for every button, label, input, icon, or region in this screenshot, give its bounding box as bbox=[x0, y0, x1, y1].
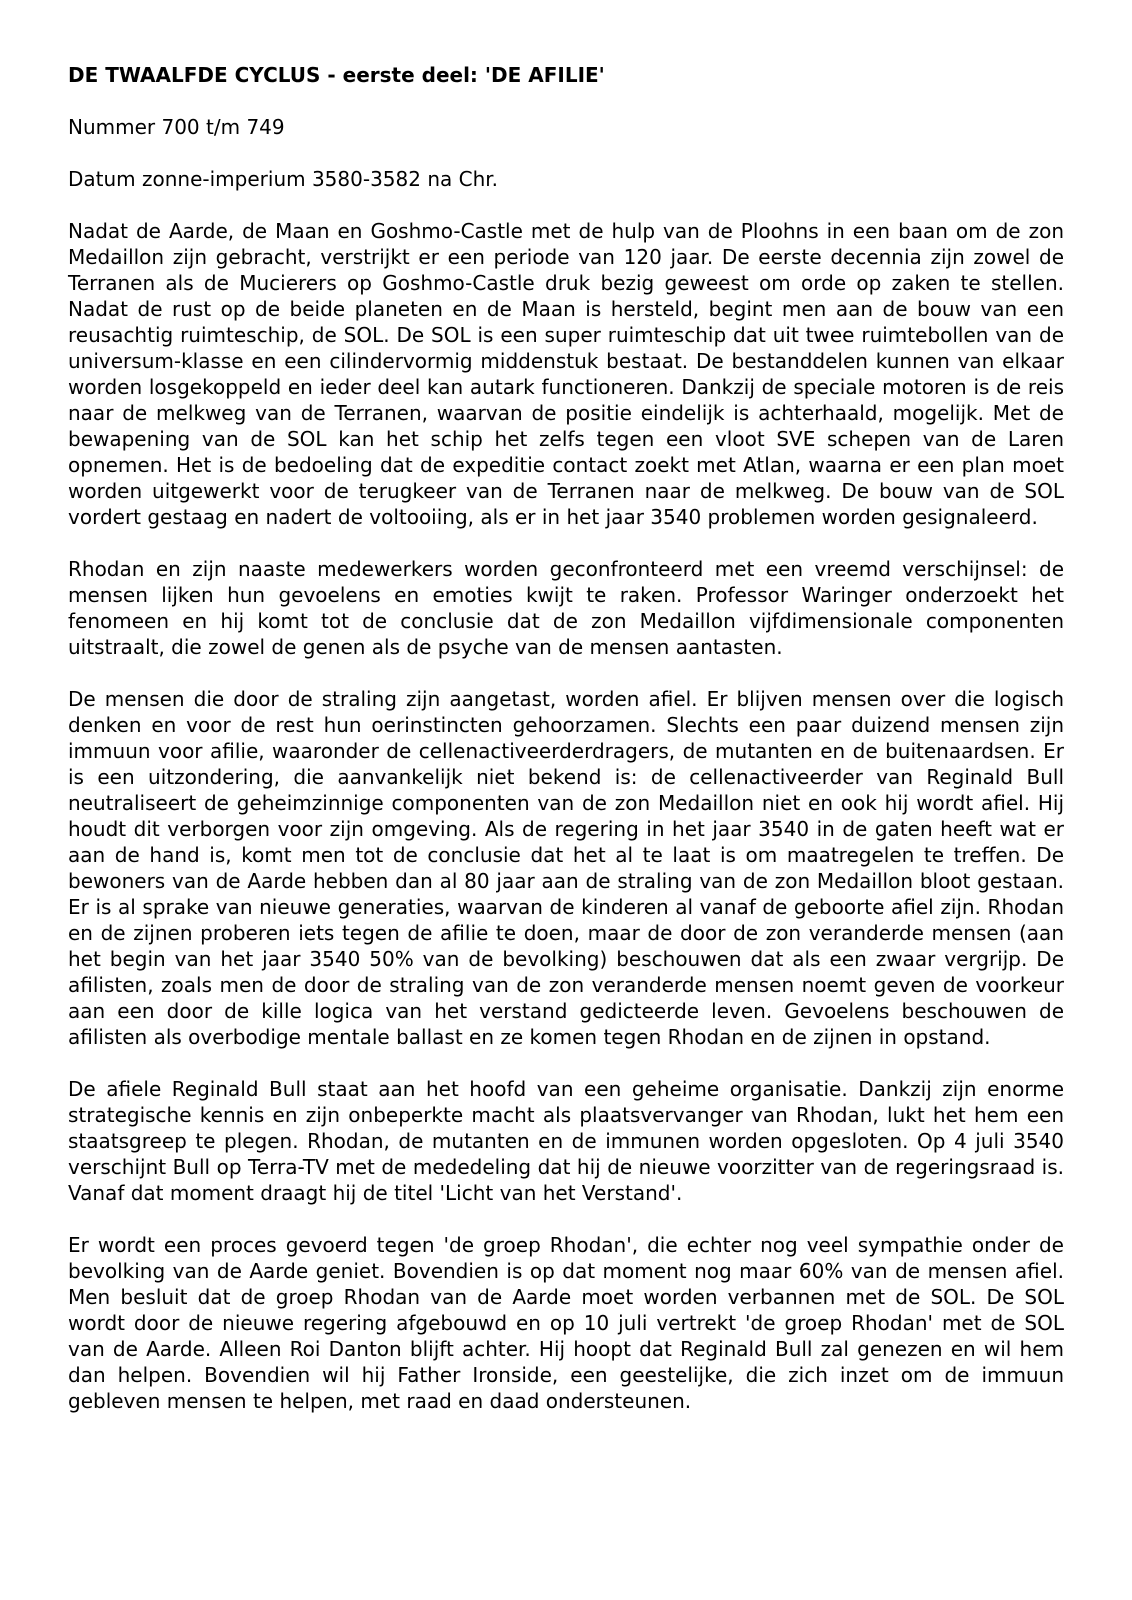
paragraph-sol-construction: Nadat de Aarde, de Maan en Goshmo-Castle met de hulp van de Ploohns in een baan om de zon Medaillon zijn gebracht, verstrijkt er een periode van 120 jaar. De eerste decennia zijn zowel de Terranen als de Mucierers op Goshmo-Castle druk bezig geweest om orde op zaken te stellen. Nadat de rust op de beide planeten en de Maan is hersteld, begint men aan de bouw van een reusachtig ruimteschip, de SOL. De SOL is een super ruimteschip dat uit twee ruimtebollen van de universum-klasse en een cilindervormig middenstuk bestaat. De bestanddelen kunnen van elkaar worden losgekoppeld en ieder deel kan autark functioneren. Dankzij de speciale motoren is de reis naar de melkweg van de Terranen, waarvan de positie eindelijk is achterhaald, mogelijk. Met de bewapening van de SOL kan het schip het zelfs tegen een vloot SVE schepen van de Laren opnemen. Het is de bedoeling dat de expeditie contact zoekt met Atlan, waarna er een plan moet worden uitgewerkt voor de terugkeer van de Terranen naar de melkweg. De bouw van de SOL vordert gestaag en nadert de voltooiing, als er in het jaar 3540 problemen worden gesignaleerd. bbox=[68, 219, 1064, 529]
date-line: Datum zonne-imperium 3580-3582 na Chr. bbox=[68, 167, 498, 191]
document-title: DE TWAALFDE CYCLUS - eerste deel: 'DE AFILIE' bbox=[68, 63, 605, 87]
paragraph-bull-coup: De afiele Reginald Bull staat aan het hoofd van een geheime organisatie. Dankzij zijn enorme strategische kennis en zijn onbeperkte macht als plaatsvervanger van Rhodan, lukt het hem een staatsgreep te plegen. Rhodan, de mutanten en de immunen worden opgesloten. Op 4 juli 3540 verschijnt Bull op Terra-TV met de mededeling dat hij de nieuwe voorzitter van de regeringsraad is. Vanaf dat moment draagt hij de titel 'Licht van het Verstand'. bbox=[68, 1077, 1064, 1205]
number-range-line: Nummer 700 t/m 749 bbox=[68, 115, 285, 139]
paragraph-afilie-effects: De mensen die door de straling zijn aangetast, worden afiel. Er blijven mensen over die logisch denken en voor de rest hun oerinstincten gehoorzamen. Slechts een paar duizend mensen zijn immuun voor afilie, waaronder de cellenactiveerderdragers, de mutanten en de buitenaardsen. Er is een uitzondering, die aanvankelijk niet bekend is: de cellenactiveerder van Reginald Bull neutraliseert de geheimzinnige componenten van de zon Medaillon niet en ook hij wordt afiel. Hij houdt dit verborgen voor zijn omgeving. Als de regering in het jaar 3540 in de gaten heeft wat er aan de hand is, komt men tot de conclusie dat het al te laat is om maatregelen te treffen. De bewoners van de Aarde hebben dan al 80 jaar aan de straling van de zon Medaillon bloot gestaan. Er is al sprake van nieuwe generaties, waarvan de kinderen al vanaf de geboorte afiel zijn. Rhodan en de zijnen proberen iets tegen de afilie te doen, maar de door de zon veranderde mensen (aan het begin van het jaar 3540 50% van de bevolking) beschouwen dat als een zwaar vergrijp. De afilisten, zoals men de door de straling van de zon veranderde mensen noemt geven de voorkeur aan een door de kille logica van het verstand gedicteerde leven. Gevoelens beschouwen de afilisten als overbodige mentale ballast en ze komen tegen Rhodan en de zijnen in opstand. bbox=[68, 687, 1064, 1049]
paragraph-strange-phenomenon: Rhodan en zijn naaste medewerkers worden geconfronteerd met een vreemd verschijnsel: de mensen lijken hun gevoelens en emoties kwijt te raken. Professor Waringer onderzoekt het fenomeen en hij komt tot de conclusie dat de zon Medaillon vijfdimensionale componenten uitstraalt, die zowel de genen als de psyche van de mensen aantasten. bbox=[68, 557, 1064, 659]
paragraph-rhodan-exile: Er wordt een proces gevoerd tegen 'de groep Rhodan', die echter nog veel sympathie onder de bevolking van de Aarde geniet. Bovendien is op dat moment nog maar 60% van de mensen afiel. Men besluit dat de groep Rhodan van de Aarde moet worden verbannen met de SOL. De SOL wordt door de nieuwe regering afgebouwd en op 10 juli vertrekt 'de groep Rhodan' met de SOL van de Aarde. Alleen Roi Danton blijft achter. Hij hoopt dat Reginald Bull zal genezen en wil hem dan helpen. Bovendien wil hij Father Ironside, een geestelijke, die zich inzet om de immuun gebleven mensen te helpen, met raad en daad ondersteunen. bbox=[68, 1233, 1064, 1413]
